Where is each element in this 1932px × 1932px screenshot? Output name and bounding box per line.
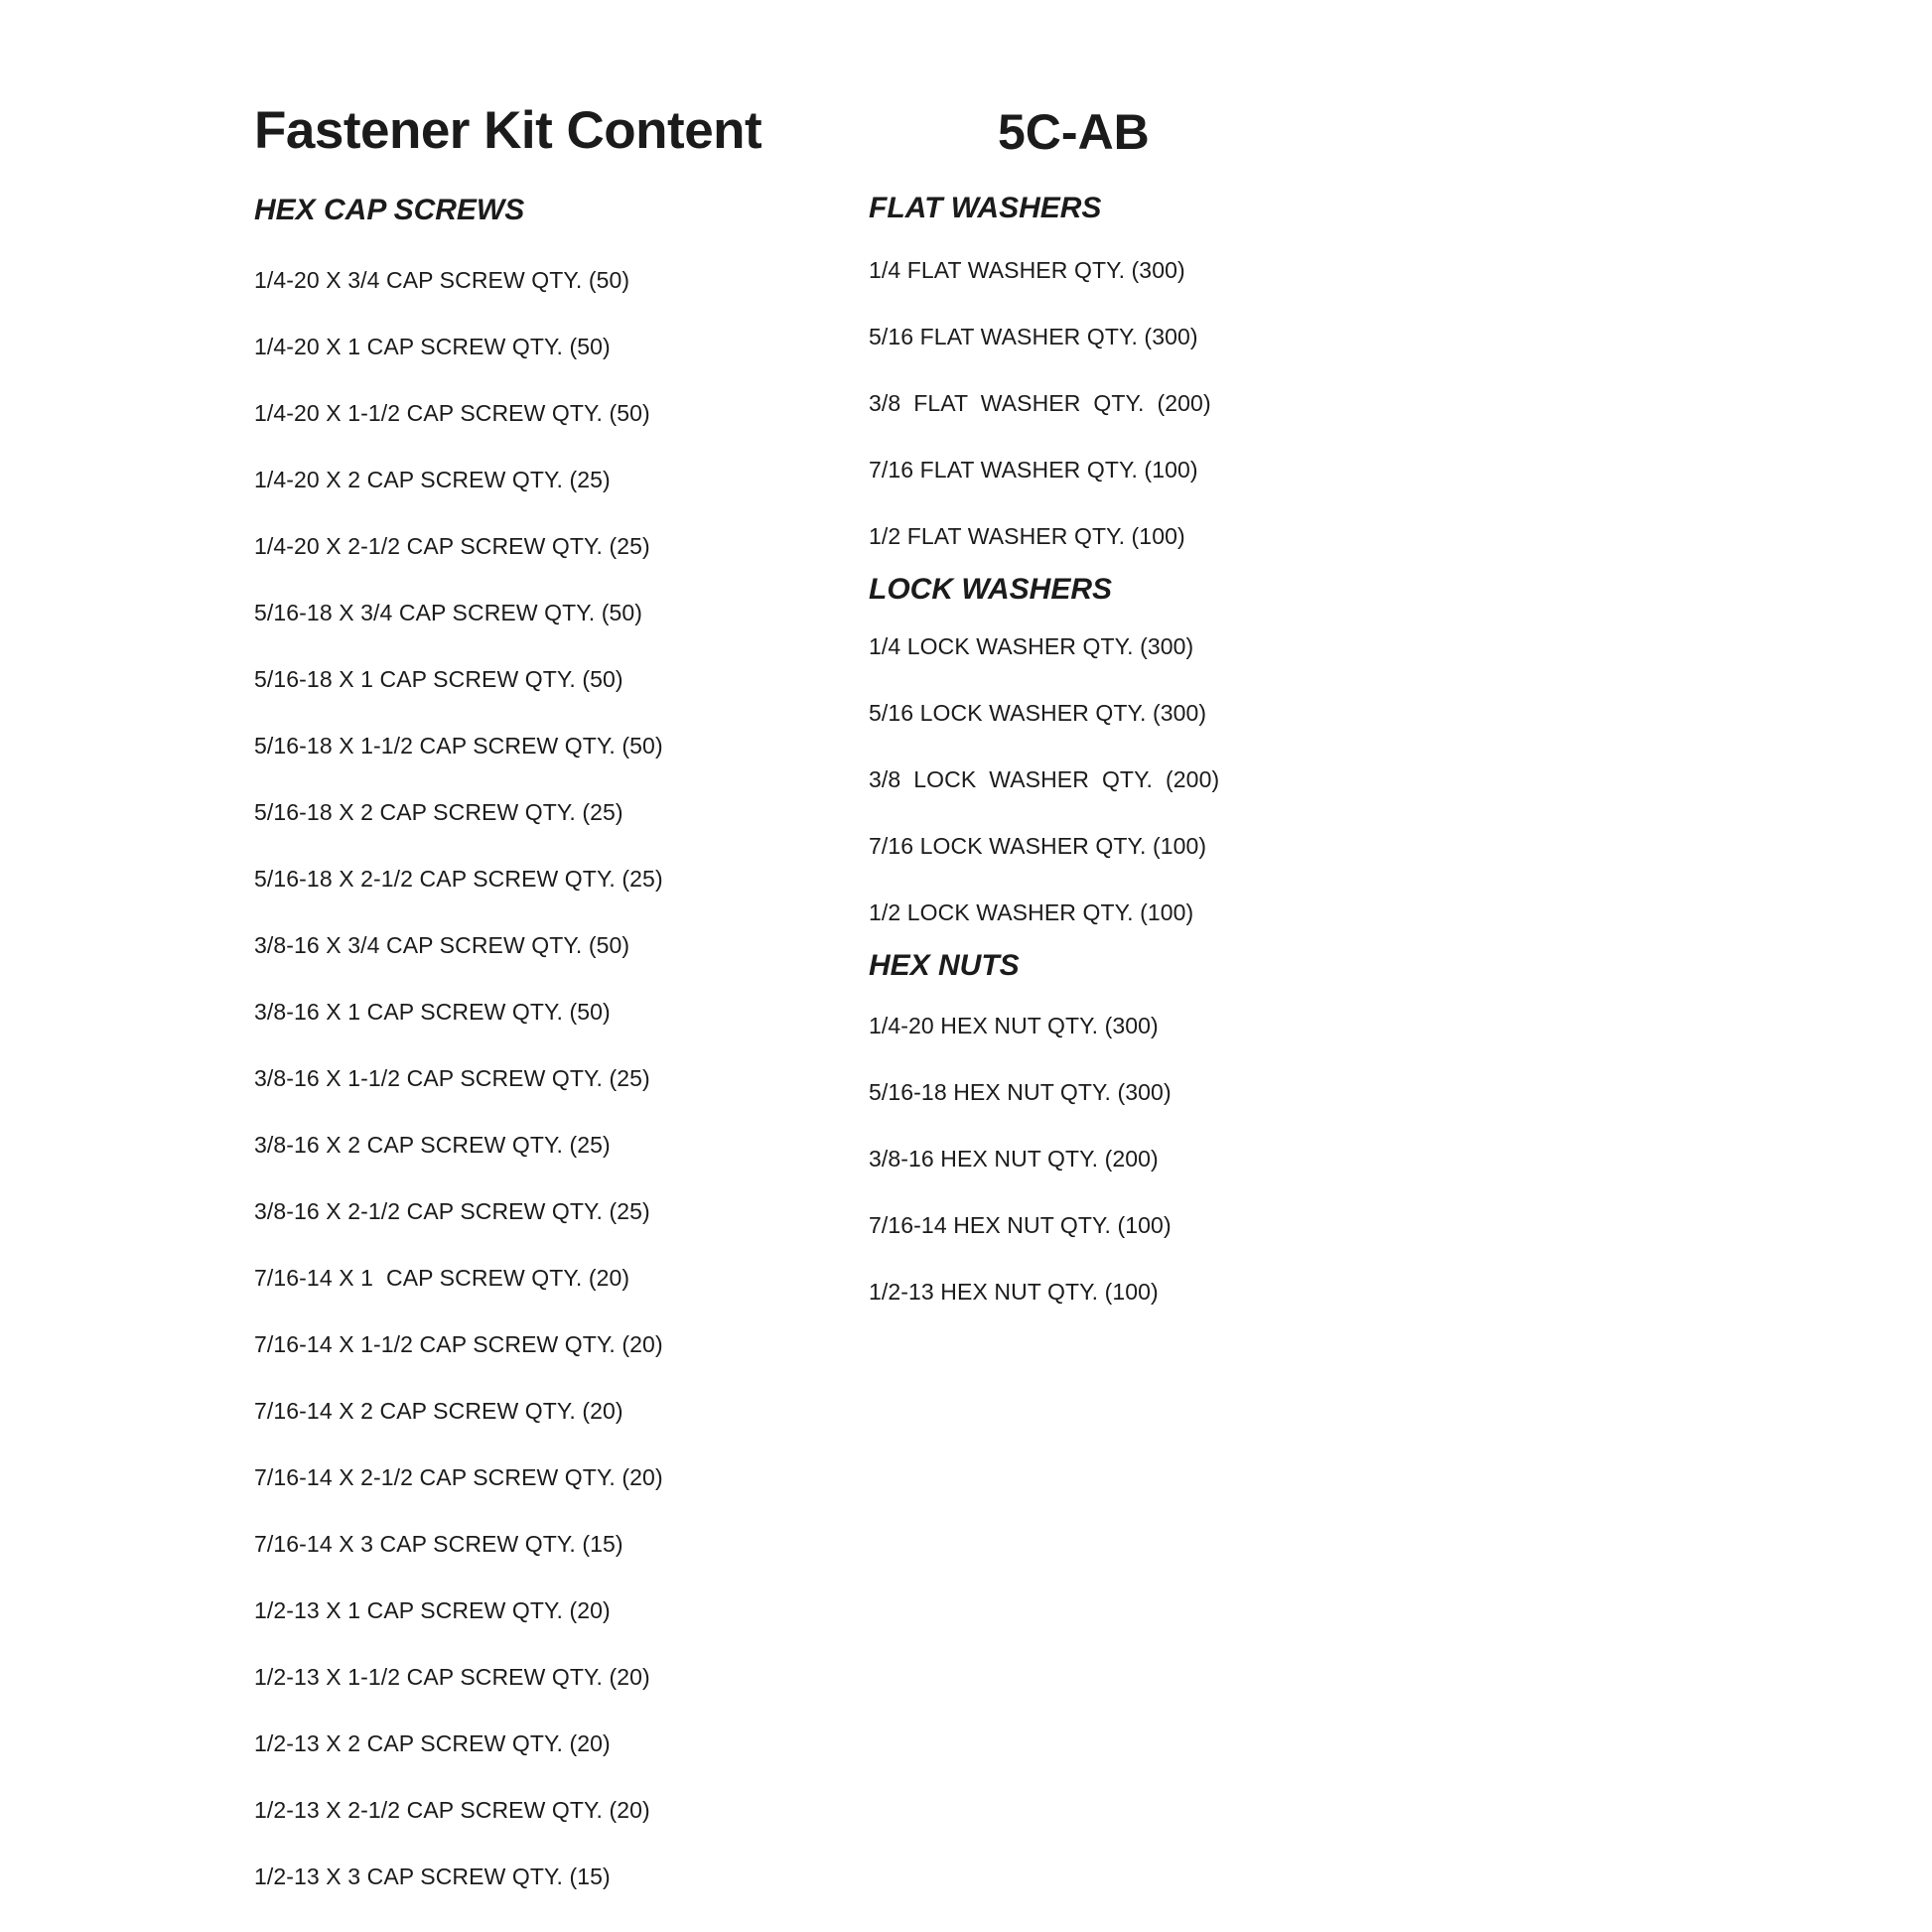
kit-item-line: 7/16-14 X 2 CAP SCREW QTY. (20) <box>254 1398 623 1424</box>
kit-item-line: 1/4 FLAT WASHER QTY. (300) <box>869 257 1185 283</box>
kit-item-line: 7/16-14 HEX NUT QTY. (100) <box>869 1212 1172 1238</box>
kit-item-line: 5/16 FLAT WASHER QTY. (300) <box>869 324 1198 349</box>
page-title: Fastener Kit Content <box>254 101 762 160</box>
kit-item-line: 1/4-20 X 3/4 CAP SCREW QTY. (50) <box>254 267 630 293</box>
kit-item-line: 3/8-16 HEX NUT QTY. (200) <box>869 1146 1159 1172</box>
kit-item-line: 1/4-20 X 2 CAP SCREW QTY. (25) <box>254 467 611 492</box>
kit-item-line: 5/16-18 X 2-1/2 CAP SCREW QTY. (25) <box>254 866 663 892</box>
kit-item-line: 5/16 LOCK WASHER QTY. (300) <box>869 700 1207 726</box>
kit-item-line: 1/2-13 X 2 CAP SCREW QTY. (20) <box>254 1730 611 1756</box>
kit-item-line: 1/2-13 X 1-1/2 CAP SCREW QTY. (20) <box>254 1664 650 1690</box>
section-heading-lock-washers: LOCK WASHERS <box>869 573 1113 606</box>
kit-item-line: 5/16-18 HEX NUT QTY. (300) <box>869 1079 1172 1105</box>
kit-item-line: 1/2 LOCK WASHER QTY. (100) <box>869 899 1194 925</box>
kit-item-line: 1/2 FLAT WASHER QTY. (100) <box>869 523 1185 549</box>
kit-item-line: 7/16 LOCK WASHER QTY. (100) <box>869 833 1207 859</box>
kit-item-line: 3/8-16 X 1-1/2 CAP SCREW QTY. (25) <box>254 1065 650 1091</box>
kit-item-line: 1/4-20 X 2-1/2 CAP SCREW QTY. (25) <box>254 533 650 559</box>
kit-item-line: 1/4-20 HEX NUT QTY. (300) <box>869 1013 1159 1038</box>
kit-item-line: 5/16-18 X 3/4 CAP SCREW QTY. (50) <box>254 600 643 625</box>
kit-item-line: 1/4 LOCK WASHER QTY. (300) <box>869 633 1194 659</box>
kit-item-line: 7/16-14 X 2-1/2 CAP SCREW QTY. (20) <box>254 1464 663 1490</box>
kit-item-line: 1/2-13 HEX NUT QTY. (100) <box>869 1279 1159 1305</box>
kit-item-line: 5/16-18 X 1-1/2 CAP SCREW QTY. (50) <box>254 733 663 759</box>
section-heading-hex-cap-screws: HEX CAP SCREWS <box>254 194 525 226</box>
kit-item-line: 1/2-13 X 2-1/2 CAP SCREW QTY. (20) <box>254 1797 650 1823</box>
kit-item-line: 5/16-18 X 2 CAP SCREW QTY. (25) <box>254 799 623 825</box>
kit-item-line: 7/16-14 X 3 CAP SCREW QTY. (15) <box>254 1531 623 1557</box>
kit-item-line: 3/8 LOCK WASHER QTY. (200) <box>869 766 1220 792</box>
left-column <box>254 99 810 1910</box>
flat-washers-list <box>869 237 1325 570</box>
kit-item-line: 3/8-16 X 2-1/2 CAP SCREW QTY. (25) <box>254 1198 650 1224</box>
lock-washers-list <box>869 614 1325 946</box>
kit-item-line: 1/2-13 X 1 CAP SCREW QTY. (20) <box>254 1597 611 1623</box>
kit-item-line: 7/16-14 X 1 CAP SCREW QTY. (20) <box>254 1265 630 1291</box>
kit-item-line: 3/8-16 X 3/4 CAP SCREW QTY. (50) <box>254 932 630 958</box>
kit-item-line: 5/16-18 X 1 CAP SCREW QTY. (50) <box>254 666 623 692</box>
lock-washers-section <box>869 570 1325 946</box>
hex-nuts-section <box>869 946 1325 1325</box>
kit-item-line: 1/4-20 X 1 CAP SCREW QTY. (50) <box>254 334 611 359</box>
flat-washers-section <box>869 189 1325 570</box>
kit-code-title: 5C-AB <box>998 104 1150 160</box>
kit-item-line: 7/16-14 X 1-1/2 CAP SCREW QTY. (20) <box>254 1331 663 1357</box>
hex-nuts-list <box>869 993 1325 1325</box>
kit-item-line: 1/2-13 X 3 CAP SCREW QTY. (15) <box>254 1863 611 1889</box>
kit-item-line: 7/16 FLAT WASHER QTY. (100) <box>869 457 1198 483</box>
hex-cap-screws-list <box>254 247 810 1910</box>
kit-item-line: 3/8 FLAT WASHER QTY. (200) <box>869 390 1211 416</box>
kit-item-line: 1/4-20 X 1-1/2 CAP SCREW QTY. (50) <box>254 400 650 426</box>
section-heading-hex-nuts: HEX NUTS <box>869 949 1020 982</box>
kit-item-line: 3/8-16 X 1 CAP SCREW QTY. (50) <box>254 999 611 1025</box>
right-column <box>869 189 1325 1325</box>
kit-item-line: 3/8-16 X 2 CAP SCREW QTY. (25) <box>254 1132 611 1158</box>
section-heading-flat-washers: FLAT WASHERS <box>869 192 1102 224</box>
